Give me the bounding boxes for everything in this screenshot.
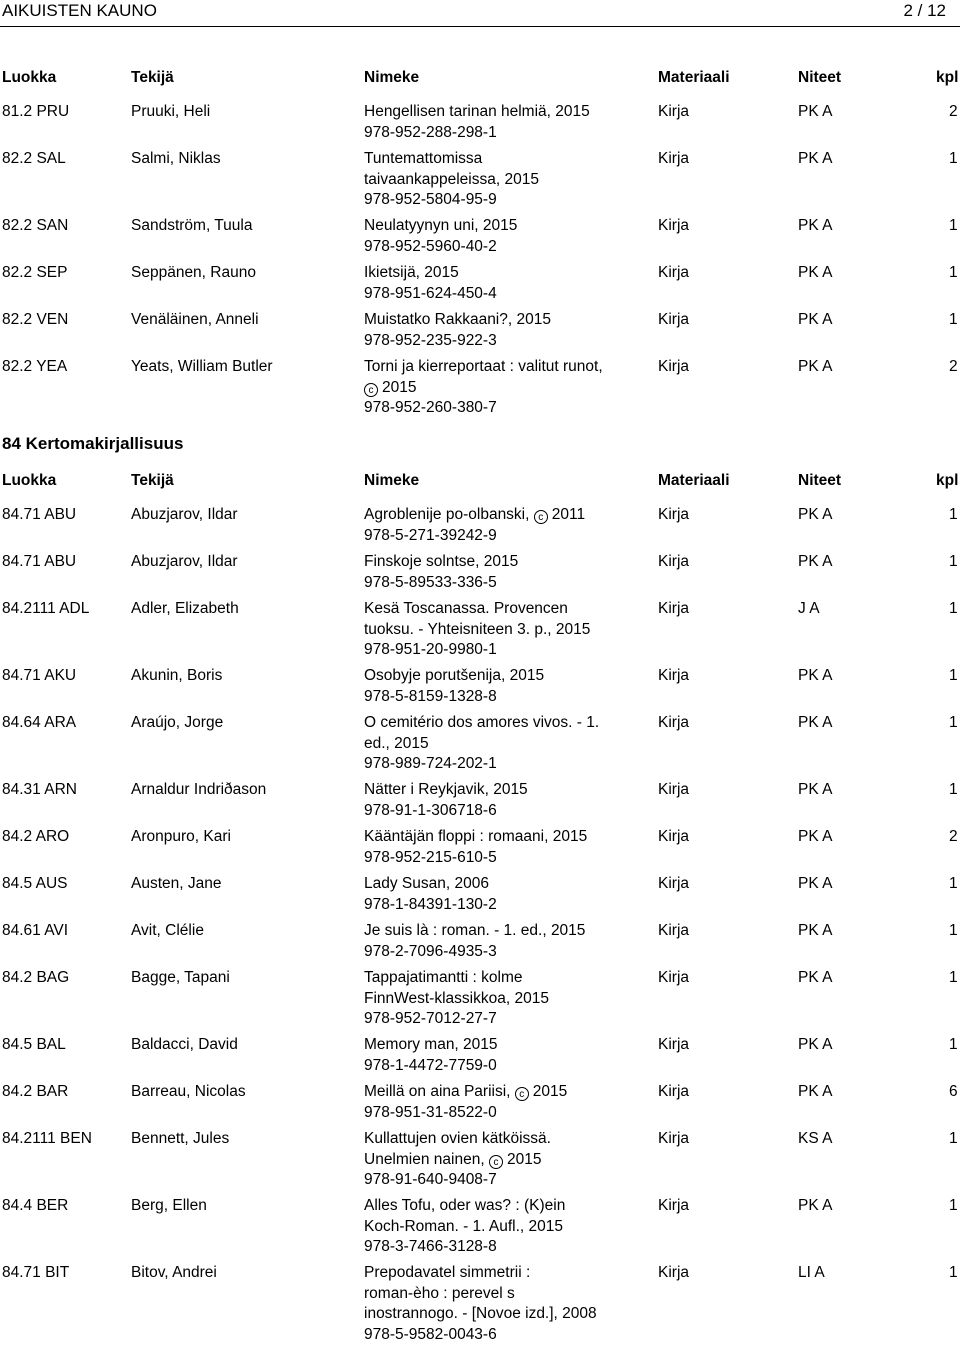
row-materiaali: Kirja [658, 922, 690, 939]
row-nimeke: Memory man, 2015 978-1-4472-7759-0 [364, 1036, 498, 1074]
row-materiaali: Kirja [658, 553, 690, 570]
copyright-icon: c [489, 1155, 503, 1169]
row-kpl: 2 [949, 828, 958, 845]
row-materiaali: Kirja [658, 828, 690, 845]
row-tekija: Seppänen, Rauno [131, 264, 256, 281]
row-nimeke: Neulatyynyn uni, 2015 978-952-5960-40-2 [364, 217, 518, 255]
row-luokka: 84.31 ARN [2, 781, 77, 798]
row-kpl: 1 [949, 600, 958, 617]
row-nimeke: Tuntemattomissa taivaankappeleissa, 2015 978-952-5804-95-9 [364, 150, 539, 208]
row-luokka: 84.4 BER [2, 1197, 69, 1214]
col-kpl: kpl [936, 472, 959, 489]
row-luokka: 82.2 SEP [2, 264, 68, 281]
row-nimeke: Alles Tofu, oder was? : (K)ein Koch-Roman. - 1. Aufl., 2015 978-3-7466-3128-8 [364, 1197, 566, 1255]
col-luokka: Luokka [2, 472, 57, 489]
col-nimeke: Nimeke [364, 472, 420, 489]
row-tekija: Avit, Clélie [131, 922, 204, 939]
page-header [0, 0, 960, 24]
row-niteet: PK A [798, 217, 833, 234]
row-tekija: Abuzjarov, Ildar [131, 506, 238, 523]
row-niteet: KS A [798, 1130, 833, 1147]
column-header-row-2 [0, 472, 960, 492]
row-nimeke: Muistatko Rakkaani?, 2015 978-952-235-922-3 [364, 311, 551, 349]
row-tekija: Akunin, Boris [131, 667, 223, 684]
row-luokka: 82.2 SAN [2, 217, 69, 234]
row-luokka: 84.71 ABU [2, 553, 77, 570]
row-niteet: PK A [798, 781, 833, 798]
row-kpl: 1 [949, 150, 958, 167]
row-materiaali: Kirja [658, 1083, 690, 1100]
row-nimeke: Ikietsijä, 2015 978-951-624-450-4 [364, 264, 497, 302]
row-materiaali: Kirja [658, 1130, 690, 1147]
row-materiaali: Kirja [658, 1036, 690, 1053]
column-header-row [0, 69, 960, 89]
row-tekija: Adler, Elizabeth [131, 600, 239, 617]
row-nimeke: Hengellisen tarinan helmiä, 2015 978-952-288-298-1 [364, 103, 590, 141]
row-niteet: PK A [798, 506, 833, 523]
row-niteet: PK A [798, 358, 833, 375]
row-tekija: Salmi, Niklas [131, 150, 221, 167]
row-nimeke: Nätter i Reykjavik, 2015 978-91-1-306718-6 [364, 781, 528, 819]
row-materiaali: Kirja [658, 264, 690, 281]
row-luokka: 81.2 PRU [2, 103, 70, 120]
row-materiaali: Kirja [658, 103, 690, 120]
col-niteet: Niteet [798, 472, 842, 489]
row-kpl: 2 [949, 358, 958, 375]
col-tekija: Tekijä [131, 69, 174, 86]
row-tekija: Bennett, Jules [131, 1130, 230, 1147]
row-nimeke: Torni ja kierreportaat : valitut runot, c 2015 978-952-260-380-7 [364, 358, 603, 416]
row-niteet: PK A [798, 264, 833, 281]
row-nimeke: Tappajatimantti : kolme FinnWest-klassikkoa, 2015 978-952-7012-27-7 [364, 969, 549, 1027]
row-luokka: 84.64 ARA [2, 714, 77, 731]
row-niteet: PK A [798, 311, 833, 328]
row-nimeke: Agroblenije po-olbanski, c 2011 978-5-271-39242-9 [364, 506, 586, 544]
row-luokka: 84.71 ABU [2, 506, 77, 523]
row-kpl: 1 [949, 1036, 958, 1053]
row-materiaali: Kirja [658, 600, 690, 617]
row-tekija: Baldacci, David [131, 1036, 238, 1053]
row-materiaali: Kirja [658, 667, 690, 684]
row-tekija: Araújo, Jorge [131, 714, 224, 731]
col-luokka: Luokka [2, 69, 57, 86]
row-nimeke: Je suis là : roman. - 1. ed., 2015 978-2-7096-4935-3 [364, 922, 586, 960]
row-tekija: Barreau, Nicolas [131, 1083, 246, 1100]
col-tekija: Tekijä [131, 472, 174, 489]
row-materiaali: Kirja [658, 875, 690, 892]
row-luokka: 84.71 BIT [2, 1264, 70, 1281]
row-kpl: 1 [949, 1264, 958, 1281]
row-materiaali: Kirja [658, 969, 690, 986]
col-nimeke: Nimeke [364, 69, 420, 86]
row-luokka: 84.5 AUS [2, 875, 68, 892]
row-tekija: Berg, Ellen [131, 1197, 207, 1214]
row-kpl: 1 [949, 264, 958, 281]
row-kpl: 6 [949, 1083, 958, 1100]
row-luokka: 84.2 BAG [2, 969, 70, 986]
row-luokka: 84.2 BAR [2, 1083, 69, 1100]
row-niteet: PK A [798, 553, 833, 570]
row-materiaali: Kirja [658, 1264, 690, 1281]
row-kpl: 1 [949, 1197, 958, 1214]
row-nimeke: Lady Susan, 2006 978-1-84391-130-2 [364, 875, 497, 913]
col-kpl: kpl [936, 69, 959, 86]
row-luokka: 84.2111 ADL [2, 600, 90, 617]
row-niteet: J A [798, 600, 820, 617]
report-title: AIKUISTEN KAUNO [2, 1, 157, 20]
page-number: 2 / 12 [903, 1, 946, 20]
row-kpl: 1 [949, 922, 958, 939]
copyright-icon: c [534, 510, 548, 524]
row-luokka: 84.2 ARO [2, 828, 70, 845]
row-nimeke: Kesä Toscanassa. Provencen tuoksu. - Yhteisniteen 3. p., 2015 978-951-20-9980-1 [364, 600, 591, 658]
row-niteet: PK A [798, 150, 833, 167]
row-niteet: PK A [798, 969, 833, 986]
row-nimeke: Prepodavatel simmetrii : roman-èho : perevel s inostrannogo. - [Novoe izd.], 2008 978-5-9582-0043-6 [364, 1264, 597, 1343]
row-niteet: PK A [798, 1083, 833, 1100]
row-kpl: 1 [949, 311, 958, 328]
row-materiaali: Kirja [658, 1197, 690, 1214]
row-luokka: 82.2 SAL [2, 150, 66, 167]
row-niteet: PK A [798, 1036, 833, 1053]
row-nimeke: Finskoje solntse, 2015 978-5-89533-336-5 [364, 553, 519, 591]
row-kpl: 2 [949, 103, 958, 120]
col-niteet: Niteet [798, 69, 842, 86]
row-niteet: PK A [798, 828, 833, 845]
row-niteet: PK A [798, 714, 833, 731]
row-kpl: 1 [949, 217, 958, 234]
row-tekija: Bagge, Tapani [131, 969, 230, 986]
row-luokka: 84.61 AVI [2, 922, 69, 939]
row-kpl: 1 [949, 714, 958, 731]
row-materiaali: Kirja [658, 150, 690, 167]
row-luokka: 84.5 BAL [2, 1036, 66, 1053]
row-niteet: PK A [798, 875, 833, 892]
row-niteet: LI A [798, 1264, 825, 1281]
col-materiaali: Materiaali [658, 472, 730, 489]
row-kpl: 1 [949, 1130, 958, 1147]
row-nimeke: Meillä on aina Pariisi, c 2015 978-951-31-8522-0 [364, 1083, 568, 1121]
header-divider [0, 26, 960, 27]
section-heading: 84 Kertomakirjallisuus [2, 434, 184, 453]
row-nimeke: Kääntäjän floppi : romaani, 2015 978-952-215-610-5 [364, 828, 588, 866]
row-materiaali: Kirja [658, 311, 690, 328]
row-niteet: PK A [798, 922, 833, 939]
row-materiaali: Kirja [658, 714, 690, 731]
copyright-icon: c [515, 1087, 529, 1101]
col-materiaali: Materiaali [658, 69, 730, 86]
row-tekija: Austen, Jane [131, 875, 222, 892]
row-nimeke: Kullattujen ovien kätköissä. Unelmien nainen, c 2015 978-91-640-9408-7 [364, 1130, 551, 1188]
row-tekija: Abuzjarov, Ildar [131, 553, 238, 570]
row-materiaali: Kirja [658, 781, 690, 798]
row-niteet: PK A [798, 1197, 833, 1214]
row-tekija: Pruuki, Heli [131, 103, 211, 120]
row-luokka: 84.71 AKU [2, 667, 77, 684]
copyright-icon: c [364, 383, 378, 397]
row-tekija: Bitov, Andrei [131, 1264, 217, 1281]
row-kpl: 1 [949, 969, 958, 986]
row-tekija: Yeats, William Butler [131, 358, 273, 375]
row-kpl: 1 [949, 875, 958, 892]
row-luokka: 82.2 YEA [2, 358, 68, 375]
row-luokka: 82.2 VEN [2, 311, 69, 328]
row-kpl: 1 [949, 553, 958, 570]
row-tekija: Arnaldur Indriðason [131, 781, 267, 798]
row-kpl: 1 [949, 667, 958, 684]
row-niteet: PK A [798, 103, 833, 120]
row-niteet: PK A [798, 667, 833, 684]
row-nimeke: O cemitério dos amores vivos. - 1. ed., 2015 978-989-724-202-1 [364, 714, 600, 772]
row-materiaali: Kirja [658, 506, 690, 523]
row-tekija: Aronpuro, Kari [131, 828, 231, 845]
row-tekija: Sandström, Tuula [131, 217, 253, 234]
row-kpl: 1 [949, 781, 958, 798]
row-tekija: Venäläinen, Anneli [131, 311, 259, 328]
row-kpl: 1 [949, 506, 958, 523]
row-luokka: 84.2111 BEN [2, 1130, 92, 1147]
row-materiaali: Kirja [658, 358, 690, 375]
row-nimeke: Osobyje porutšenija, 2015 978-5-8159-1328-8 [364, 667, 545, 705]
row-materiaali: Kirja [658, 217, 690, 234]
